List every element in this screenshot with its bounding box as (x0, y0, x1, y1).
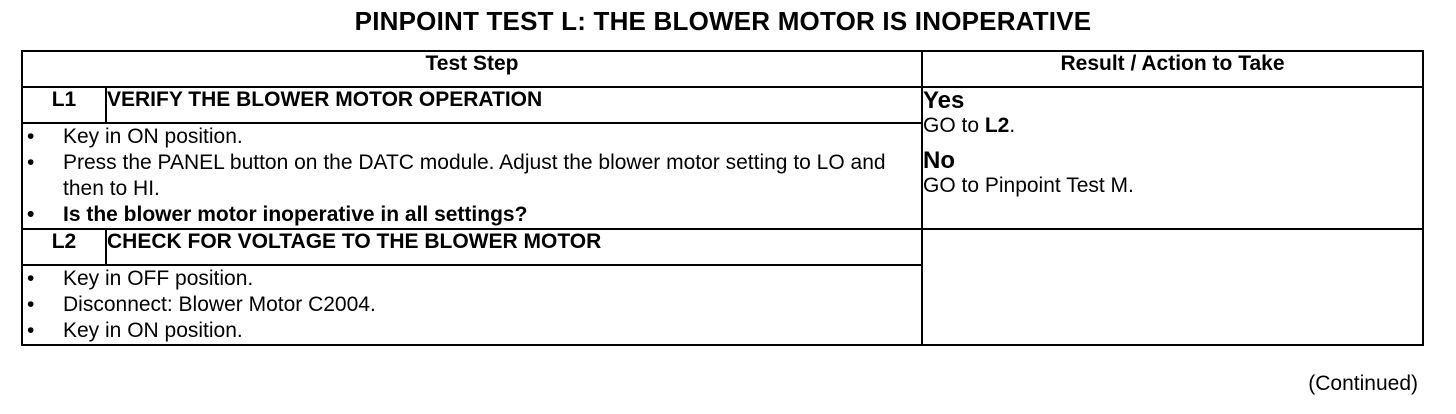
instruction-question: • Is the blower motor inoperative in all settings? (23, 202, 921, 228)
step-title-row (22, 87, 1423, 123)
header-test-step: Test Step (22, 51, 922, 87)
result-yes-action (923, 114, 1422, 138)
instruction-list (23, 124, 921, 228)
step-instructions (22, 123, 922, 229)
step-result-cell (922, 87, 1423, 229)
result-yes-prefix: GO to (923, 114, 985, 137)
instruction-list (23, 266, 921, 344)
result-no-action: GO to Pinpoint Test M. (923, 174, 1134, 197)
step-result-cell (922, 229, 1423, 345)
page-title: PINPOINT TEST L: THE BLOWER MOTOR IS INOPERATIVE (354, 6, 1092, 36)
instruction-item: • Key in ON position. (23, 318, 921, 344)
instruction-item: • Key in ON position. (23, 124, 921, 150)
step-id: L1 (22, 87, 106, 123)
instruction-item: • Key in OFF position. (23, 266, 921, 292)
step-id: L2 (22, 229, 106, 265)
result-yes-label: Yes (923, 87, 965, 114)
step-title: VERIFY THE BLOWER MOTOR OPERATION (106, 87, 922, 123)
step-title: CHECK FOR VOLTAGE TO THE BLOWER MOTOR (106, 229, 922, 265)
result-yes-suffix: . (1009, 114, 1016, 137)
result-yes-ref: L2 (984, 114, 1010, 137)
instruction-item: • Press the PANEL button on the DATC module. Adjust the blower motor setting to LO and then to HI. (23, 150, 921, 202)
table-header-row (22, 51, 1423, 87)
step-title-row (22, 229, 1423, 265)
pinpoint-test-table (21, 50, 1424, 346)
continued-note: (Continued) (1308, 372, 1418, 395)
result-no-label: No (923, 147, 955, 174)
instruction-item: • Disconnect: Blower Motor C2004. (23, 292, 921, 318)
step-instructions (22, 265, 922, 345)
header-result-action: Result / Action to Take (922, 51, 1423, 87)
